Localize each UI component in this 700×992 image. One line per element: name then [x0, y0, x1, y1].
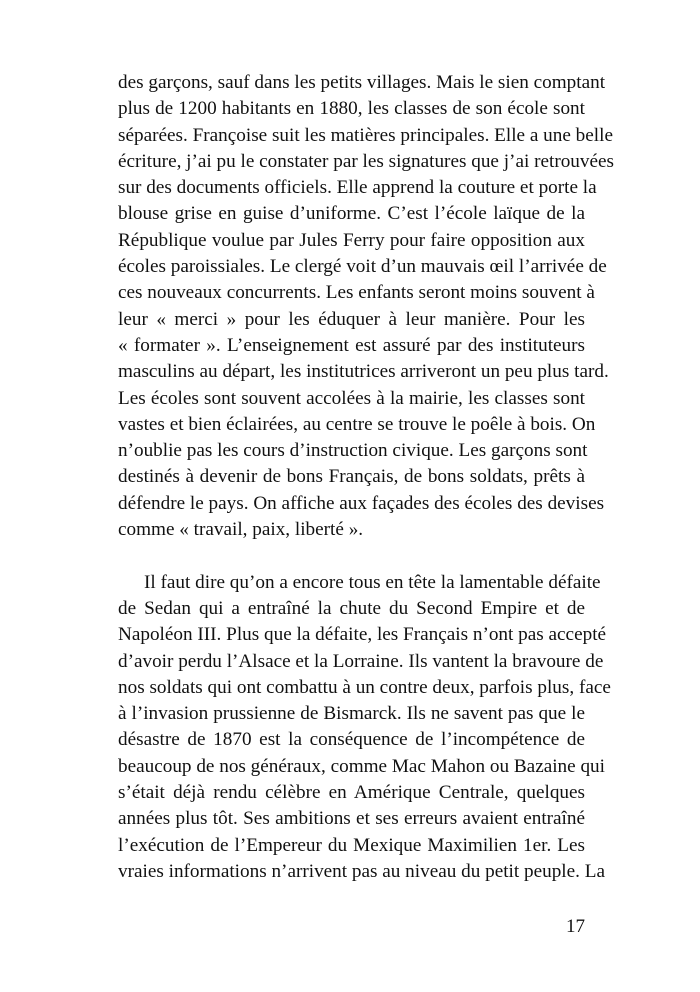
text-line: années plus tôt. Ses ambitions et ses erreurs avaient entraîné: [118, 808, 585, 830]
paragraph-2: [118, 570, 611, 886]
text-line: s’était déjà rendu célèbre en Amérique Centrale, quelques: [118, 782, 585, 804]
text-line: nos soldats qui ont combattu à un contre deux, parfois plus, face: [118, 676, 611, 698]
text-line: vraies informations n’arrivent pas au niveau du petit peuple. La: [118, 860, 605, 882]
body-text: [118, 70, 614, 885]
text-line: écriture, j’ai pu le constater par les signatures que j’ai retrouvées: [118, 150, 614, 172]
text-line: des garçons, sauf dans les petits villages. Mais le sien comptant: [118, 72, 606, 93]
text-line: masculins au départ, les institutrices arriveront un peu plus tard.: [118, 361, 609, 383]
text-line: défendre le pays. On affiche aux façades des écoles des devises: [118, 492, 605, 514]
text-line: à l’invasion prussienne de Bismarck. Ils ne savent pas que le: [118, 703, 585, 725]
text-line: comme « travail, paix, liberté ».: [118, 519, 364, 541]
text-line: écoles paroissiales. Le clergé voit d’un mauvais œil l’arrivée de: [118, 256, 607, 278]
text-line: Les écoles sont souvent accolées à la mairie, les classes sont: [118, 387, 585, 409]
text-line: « formater ». L’enseignement est assuré par des instituteurs: [118, 334, 585, 356]
text-line: plus de 1200 habitants en 1880, les classes de son école sont: [118, 98, 585, 120]
text-line: Il faut dire qu’on a encore tous en tête la lamentable défaite: [144, 571, 601, 593]
text-line: destinés à devenir de bons Français, de bons soldats, prêts à: [118, 466, 585, 488]
text-line: blouse grise en guise d’uniforme. C’est l’école laïque de la: [118, 203, 585, 225]
text-line: République voulue par Jules Ferry pour faire opposition aux: [118, 229, 585, 251]
paragraph-gap: [118, 543, 585, 569]
text-line: leur « merci » pour les éduquer à leur manière. Pour les: [118, 308, 585, 330]
text-line: beaucoup de nos généraux, comme Mac Mahon ou Bazaine qui: [118, 755, 605, 777]
text-line: n’oublie pas les cours d’instruction civique. Les garçons sont: [118, 440, 588, 462]
text-line: séparées. Françoise suit les matières principales. Elle a une belle: [118, 124, 613, 146]
text-line: d’avoir perdu l’Alsace et la Lorraine. Ils vantent la bravoure de: [118, 650, 604, 672]
text-line: l’exécution de l’Empereur du Mexique Maximilien 1er. Les: [118, 834, 585, 856]
text-line: Napoléon III. Plus que la défaite, les Français n’ont pas accepté: [118, 624, 607, 646]
page-number: 17: [566, 916, 585, 937]
text-line: vastes et bien éclairées, au centre se trouve le poêle à bois. On: [118, 413, 596, 435]
text-line: de Sedan qui a entraîné la chute du Second Empire et de: [118, 597, 585, 619]
text-line: désastre de 1870 est la conséquence de l’incompétence de: [118, 729, 585, 751]
text-line: sur des documents officiels. Elle apprend la couture et porte la: [118, 177, 597, 199]
paragraph-1: [118, 70, 614, 543]
text-line: ces nouveaux concurrents. Les enfants seront moins souvent à: [118, 282, 595, 304]
